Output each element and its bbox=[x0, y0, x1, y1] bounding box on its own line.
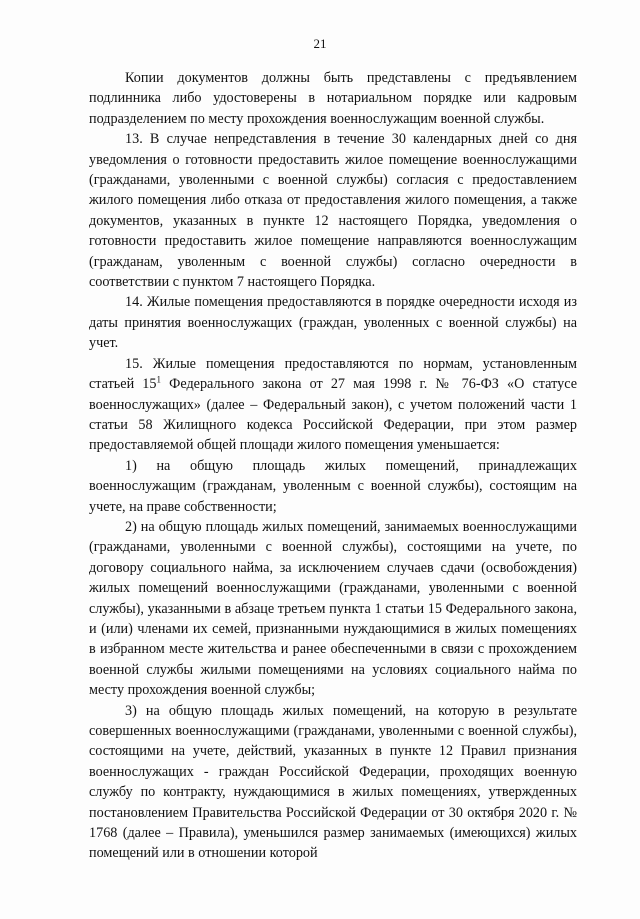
paragraph-item-14: 14. Жилые помещения предоставляются в порядке очередности исходя из даты принятия военнослужащих (граждан, уволенных с военной службы) на учет. bbox=[89, 294, 577, 352]
paragraph-subitem-1: 1) на общую площадь жилых помещений, принадлежащих военнослужащим (гражданам, уволенным с военной службы), состоящим на учете, на праве собственности; bbox=[89, 457, 577, 515]
paragraph-copies-of-documents: Копии документов должны быть представлены с предъявлением подлинника либо удостоверены в нотариальном порядке или кадровым подразделением по месту прохождения военнослужащим военной службы. bbox=[89, 70, 577, 127]
paragraph-subitem-3: 3) на общую площадь жилых помещений, на которую в результате совершенных военнослужащими (гражданами, уволенными с военной службы), состоящими на учете, действий, указанных в пункте 12 Правил признания военнослужащих - граждан Российской Федерации, проходящих военную службу по контракту, нуждающимися в жилых помещениях, утвержденных постановлением Правительства Российской Федерации от 30 октября 2020 г. № 1768 (далее – Правила), уменьшился размер занимаемых (имеющихся) жилых помещений или в отношении которой bbox=[89, 702, 577, 862]
paragraph-item-15 bbox=[89, 354, 577, 456]
paragraph-item-15-text-start: 15. Жилые помещения предоставляются по нормам, установленным статьей 15 bbox=[89, 355, 577, 393]
document-body bbox=[89, 68, 577, 864]
article-superscript: 1 bbox=[156, 374, 161, 385]
paragraph-subitem-2: 2) на общую площадь жилых помещений, занимаемых военнослужащими (гражданами, уволенными с военной службы), состоящими на учете, по договору социального найма, за исключением случаев сдачи (освобождения) жилых помещений военнослужащими (гражданами, уволенными с военной службы), указанными в абзаце третьем пункта 1 статьи 15 Федерального закона, и (или) членами их семей, признанными нуждающимися в жилых помещениях в избранном месте жительства и ранее обеспеченными в связи с прохождением военной службы жилыми помещениями на условиях социального найма по месту прохождения военной службы; bbox=[89, 518, 577, 699]
paragraph-item-13: 13. В случае непредставления в течение 30 календарных дней со дня уведомления о готовности предоставить жилое помещение военнослужащими (гражданами, уволенными с военной службы) согласия с предоставлением жилого помещения либо отказа от предоставления жилого помещения, а также документов, указанных в пункте 12 настоящего Порядка, уведомления о готовности предоставить жилое помещение направляются военнослужащим (гражданам, уволенным с военной службы) согласно очередности в соответствии с пунктом 7 настоящего Порядка. bbox=[89, 131, 577, 291]
paragraph-item-15-text-end: Федерального закона от 27 мая 1998 г. № 76-ФЗ «О статусе военнослужащих» (далее – Федеральный закон), с учетом положений части 1 статьи 58 Жилищного кодекса Российской Федерации, при этом размер предоставляемой общей площади жилого помещения уменьшается: bbox=[89, 376, 577, 454]
page-number: 21 bbox=[313, 36, 327, 51]
